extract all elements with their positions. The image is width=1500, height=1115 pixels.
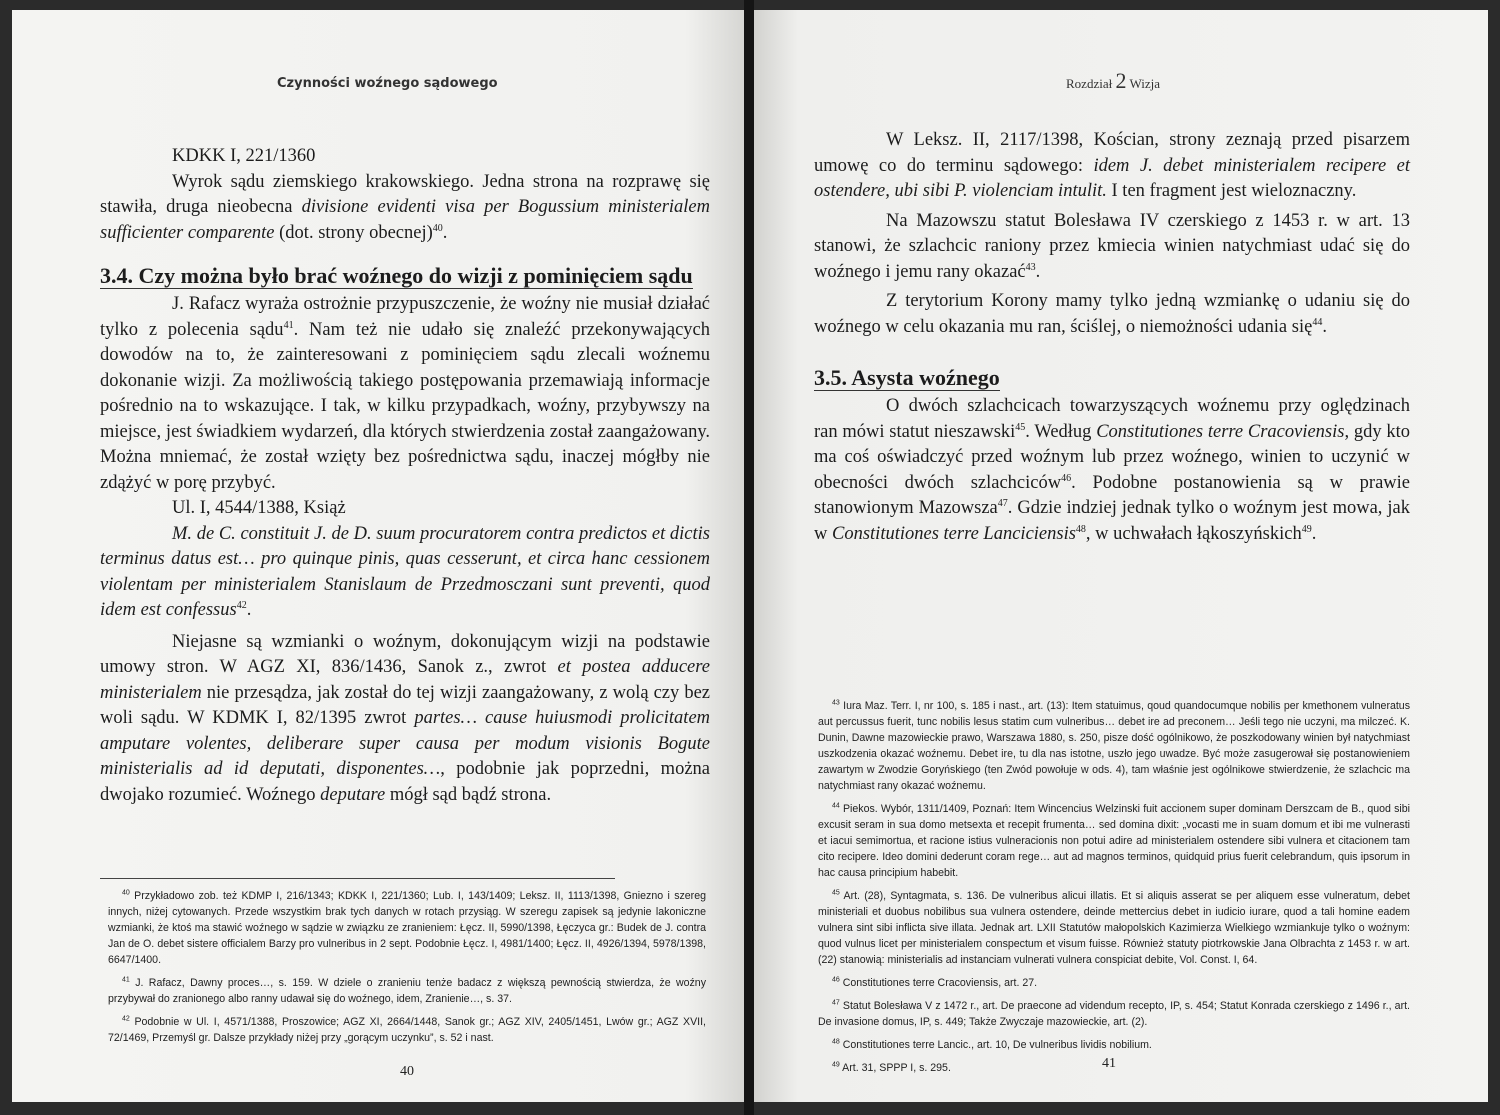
right-page xyxy=(754,10,1488,1102)
footnote-ref-43[interactable]: 43 xyxy=(1025,261,1036,273)
footnote-ref-44[interactable]: 44 xyxy=(1312,316,1323,328)
page-number-left: 40 xyxy=(400,1064,414,1079)
paragraph-3: Niejasne są wzmianki o woźnym, dokonującym wizji na podstawie umowy stron. W AGZ XI, 836/1436, Sanok z., zwrot et postea adducere ministerialem nie przesądza, jak został do tej wizji zaangażowany, z wolą czy bez woli sądu. W KDMK I, 82/1395 zwrot partes… cause huiusmodi prolicitatem amputare volentes, deliberare super causa per modum visionis Bogute ministerialis ad id deputati, disponentes…, podobnie jak poprzedni, można dwojako rozumieć. Woźnego deputare mógł sąd bądź strona. xyxy=(100,631,711,805)
footnote-ref-46[interactable]: 46 xyxy=(1061,472,1072,484)
right-footnotes xyxy=(818,698,1410,1083)
footnote-47: $^{47}$ Statut Bolesława V z 1472 r., art. De praecone ad videndum recepto, IP, s. 454; Statut Konrada czerskiego z 1496 r., art. De invasione domus, IP, s. 449; Także Zwyczaje mazowieckie, art. (2). xyxy=(818,999,1410,1028)
footnote-49: $^{49}$ Art. 31, SPPP I, s. 295. xyxy=(832,1061,951,1074)
citation-kdkk: KDKK I, 221/1360 xyxy=(172,146,316,166)
paragraph-asysta: O dwóch szlachcicach towarzyszących woźnemu przy oględzinach ran mówi statut nieszawski$^{45}$. Według Constitutiones terre Cracoviensis, gdy kto ma coś oświadczyć przed woźnym lub przez woźnego, winien to uczynić w obecności dwóch szlachciców$^{46}$. Podobne postanowienia są w prawie stanowionym Mazowsza$^{47}$. Gdzie indziej jednak tylko o woźnym jest mowa, jak w Constitutiones terre Lanciciensis$^{48}$, w uchwałach łąkoszyńskich$^{49}$. xyxy=(814,396,1411,544)
footnote-41: $^{41}$ J. Rafacz, Dawny proces…, s. 159. W dziele o zranieniu tenże badacz z większą pewnością stwierdza, że woźny przybywał do zranionego albo ranny udawał się do woźnego, idem, Zranienie…, s. 37. xyxy=(108,976,706,1005)
section-heading-3-4: 3.4. Czy można było brać woźnego do wizji z pominięciem sądu xyxy=(100,263,693,288)
running-head-right: Rozdział 2 Wizja xyxy=(1066,68,1160,93)
paragraph-korona: Z terytorium Korony mamy tylko jedną wzmiankę o udaniu się do woźnego w celu okazania mu ran, ściślej, o niemożności udania się$^{44}$. xyxy=(814,291,1410,337)
paragraph-leksz: W Leksz. II, 2117/1398, Kościan, strony zeznają przed pisarzem umowę co do terminu sądowego: idem J. debet ministerialem recipere et ostendere, ubi sibi P. violenciam intulit. I ten fragment jest wieloznaczny. xyxy=(814,130,1410,201)
footnote-ref-40[interactable]: 40 xyxy=(432,222,443,234)
footnote-45: $^{45}$ Art. (28), Syntagmata, s. 136. De vulneribus alicui illatis. Et si aliquis asserat se per aliquem esse vulneratum, debet ministeriali et duobus nobilibus sua vulnera ostendere, deinde mettercius debet in iudicio iurare, quod a tali homine eadem vulnera sint sibi inflicta sive illata. Jednak art. LXII Statutów małopolskich Kazimierza Wielkiego wzmiankuje tylko o woźnym: quod vulnus licet per ministerialem conspectum et visum fuisse. Również statuty piotrkowskie Jana Olbrachta z 1453 r. w art. (22) stanowią: ministerialis ad instanciam vulnerati vulnera conspiciat debite, Vol. Const. I, 64. xyxy=(818,889,1410,966)
footnote-ref-47[interactable]: 47 xyxy=(997,497,1008,509)
paragraph-1: Wyrok sądu ziemskiego krakowskiego. Jedna strona na rozprawę się stawiła, druga nieobecna divisione evidenti visa per Bogussium ministerialem sufficienter comparente (dot. strony obecnej)$^{40}$. xyxy=(100,171,711,243)
paragraph-mazowsze: Na Mazowszu statut Bolesława IV czerskiego z 1453 r. w art. 13 stanowi, że szlachcic raniony przez kmiecia winien natychmiast udać się do woźnego i jemu rany okazać$^{43}$. xyxy=(814,210,1410,282)
book-spine xyxy=(744,0,754,1115)
footnote-rule xyxy=(100,878,615,879)
footnote-44: $^{44}$ Piekos. Wybór, 1311/1409, Poznań: Item Wincencius Welzinski fuit accionem super dominam Derszcam de B., quod sibi excusit seram in sua domo metsexta et recepit frumenta… sed domina dixit: „vocasti me in suam domum et ibi me vulnerasti et iacui semimortua, et racione istius vulneracionis non potui adire ad ministerialem ostendere sibi vulnera et citacionem tam cito recipere. Ideo domini dederunt coram rege… aut ad magnos terminos, quidquid prius fuerit celebrandum, quis ipsorum in hac causa principium habebit. xyxy=(818,802,1410,879)
section-heading-3-5: 3.5. Asysta woźnego xyxy=(814,365,1000,390)
left-body-text xyxy=(100,144,710,808)
footnote-42: $^{42}$ Podobnie w Ul. I, 4571/1388, Proszowice; AGZ XI, 2664/1448, Sanok gr.; AGZ XIV, 2405/1451, Lwów gr.; AGZ XVII, 72/1469, Przemyśl gr. Dalsze przykłady niżej przy „gorącym uczynku”, s. 52 i nast. xyxy=(108,1015,706,1044)
page-number-right: 41 xyxy=(1102,1056,1116,1071)
citation-ul: Ul. I, 4544/1388, Książ xyxy=(172,498,346,518)
latin-quote: M. de C. constituit J. de D. suum procuratorem contra predictos et dictis terminus datus est… pro quinque pinis, quas cesserunt, et circa hanc cessionem violentam per ministerialem Stanislaum de Przedmosczani sunt preventi, quod idem est confessus$^{42}$. xyxy=(100,523,710,620)
left-page xyxy=(12,10,744,1102)
left-footnotes xyxy=(108,888,706,1053)
footnote-ref-45[interactable]: 45 xyxy=(1015,421,1026,433)
right-body-text xyxy=(814,128,1410,547)
paragraph-2: J. Rafacz wyraża ostrożnie przypuszczenie, że woźny nie musiał działać tylko z polecenia sądu$^{41}$. Nam też nie udało się znaleźć przekonywających dowodów na to, że zainteresowani z pominięciem sądu zlecali woźnemu dokonanie wizji. Za możliwością takiego postępowania przemawiają informacje pośrednio na to wskazujące. I tak, w kilku przypadkach, woźny, przybywszy na miejsce, jest świadkiem wydarzeń, dla których stwierdzenia został zaangażowany. Można mniemać, że został wzięty bez pośrednictwa sądu, inaczej mógłby nie zdążyć w porę przybyć. xyxy=(100,294,710,493)
footnote-ref-48[interactable]: 48 xyxy=(1075,523,1086,535)
running-head-left: Czynności woźnego sądowego xyxy=(277,76,498,91)
footnote-ref-42[interactable]: 42 xyxy=(236,599,247,611)
footnote-ref-41[interactable]: 41 xyxy=(283,319,294,331)
footnote-ref-49[interactable]: 49 xyxy=(1301,523,1312,535)
footnote-48: $^{48}$ Constitutiones terre Lancic., art. 10, De vulneribus lividis nobilium. xyxy=(832,1038,1152,1051)
footnote-43: $^{43}$ Iura Maz. Terr. I, nr 100, s. 185 i nast., art. (13): Item statuimus, qoud quandocumque nobilis per kmethonem vulneratus aut percussus fuerit, tunc nobilis lesus statim cum vulneribus… debet ire ad preconem… Jeśli tego nie uczyni, ma milczeć. K. Dunin, Dawne mazowieckie prawo, Warszawa 1880, s. 250, pisze dość ogólnikowo, że poszkodowany winien był natychmiast uszkodzenia okazać woźnemu. Debet ire, tu dla nas istotne, uszło jego uwadze. Być może zasugerował się postanowieniem zawartym w Zwodzie Goryńskiego (ten Zwód powołuje w ods. 4), tam właśnie jest ogólnikowe stwierdzenie, że szlachcic ma natychmiast rany okazać woźnemu. xyxy=(818,699,1410,792)
footnote-46: $^{46}$ Constitutiones terre Cracoviensis, art. 27. xyxy=(832,976,1038,989)
footnote-40: $^{40}$ Przykładowo zob. też KDMP I, 216/1343; KDKK I, 221/1360; Lub. I, 143/1409; Leksz. II, 1113/1398, Gniezno i szereg innych, niżej cytowanych. Przede wszystkim brak tych danych w rotach przysiąg. W szeregu zapisek są jedynie lakoniczne wzmianki, że ktoś ma stawić woźnego w sądzie w związku ze zranieniem: Łęcz. II, 5990/1398, Łęczyca gr.: Budek de J. contra Jan de O. debet sistere officialem Barzy pro vulneribus in 2 sept. Podobnie Łęcz. I, 4981/1400; Łęcz. II, 4926/1394, 5978/1398, 6647/1400. xyxy=(108,889,706,966)
